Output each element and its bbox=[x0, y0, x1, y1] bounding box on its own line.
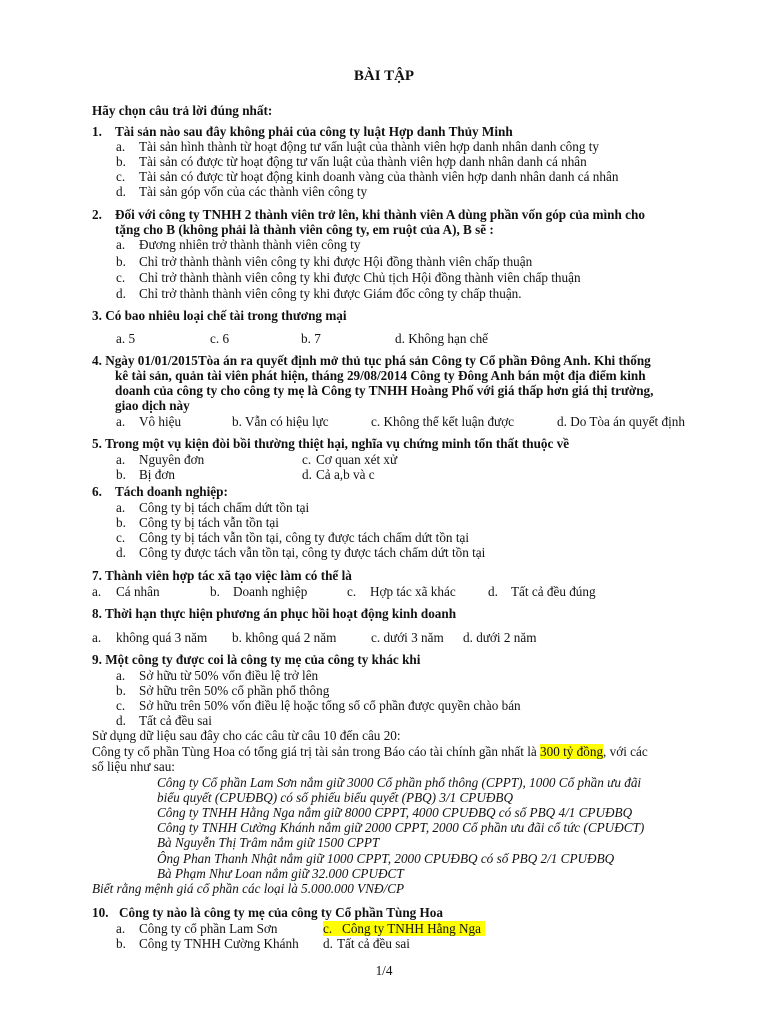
q2-text-line2: tặng cho B (không phải là thành viên công ty, em ruột của A), B sẽ : bbox=[115, 222, 494, 237]
q10-option-d-letter: d. bbox=[323, 936, 333, 951]
q9-option-c: Sở hữu trên 50% vốn điều lệ hoặc tổng số cổ phần được quyền chào bán bbox=[139, 698, 521, 713]
q1-option-b-letter: b. bbox=[116, 154, 126, 169]
q5-option-c: Cơ quan xét xử bbox=[316, 452, 398, 467]
q5-option-d: Cả a,b và c bbox=[316, 467, 375, 482]
q4-option-b: b. Vẫn có hiệu lực bbox=[232, 414, 329, 429]
q2-option-b-letter: b. bbox=[116, 254, 126, 269]
q4-text-line4: giao dịch này bbox=[115, 398, 190, 413]
q2-option-b: Chỉ trở thành thành viên công ty khi được Hội đồng thành viên chấp thuận bbox=[139, 254, 533, 269]
q4-option-a-letter: a. bbox=[116, 414, 126, 429]
q6-option-a-letter: a. bbox=[116, 500, 126, 515]
q1-option-c: Tài sản có được từ hoạt động kinh doanh vàng của thành viên hợp danh nhân danh cá nhân bbox=[139, 169, 619, 184]
q8-option-a-letter: a. bbox=[92, 630, 102, 645]
q5-option-c-letter: c. bbox=[302, 452, 312, 467]
q7-option-a-letter: a. bbox=[92, 584, 102, 599]
page-title: BÀI TẬP bbox=[353, 68, 415, 84]
q5-option-a-letter: a. bbox=[116, 452, 126, 467]
q10-option-c: Công ty TNHH Hằng Nga bbox=[342, 921, 481, 936]
q1-number: 1. bbox=[92, 124, 102, 139]
q7-option-b: Doanh nghiệp bbox=[233, 584, 308, 599]
q5-option-b-letter: b. bbox=[116, 467, 126, 482]
q3-option-a: a. 5 bbox=[116, 331, 136, 346]
q9-option-b-letter: b. bbox=[116, 683, 126, 698]
q3-option-d: d. Không hạn chế bbox=[395, 331, 489, 346]
q9-option-a-letter: a. bbox=[116, 668, 126, 683]
q9-option-d-letter: d. bbox=[116, 713, 126, 728]
q1-option-d: Tài sản góp vốn của các thành viên công ty bbox=[139, 184, 368, 199]
q6-option-c: Công ty bị tách vẫn tồn tại, công ty được tách chấm dứt tồn tại bbox=[139, 530, 470, 545]
q10-text: Công ty nào là công ty mẹ của công ty Cổ phần Tùng Hoa bbox=[119, 905, 443, 920]
q7-option-d: Tất cả đều đúng bbox=[511, 584, 596, 599]
q3-option-c: c. 6 bbox=[210, 331, 230, 346]
q6-text: Tách doanh nghiệp: bbox=[115, 484, 228, 499]
q8-option-c: c. dưới 3 năm bbox=[371, 630, 444, 645]
q6-option-a: Công ty bị tách chấm dứt tồn tại bbox=[139, 500, 310, 515]
q6-option-d: Công ty được tách vẫn tồn tại, công ty được tách chấm dứt tồn tại bbox=[139, 545, 486, 560]
holder-line-5: Bà Nguyễn Thị Trâm nắm giữ 1500 CPPT bbox=[157, 835, 380, 850]
q6-option-b-letter: b. bbox=[116, 515, 126, 530]
q9-text: 9. Một công ty được coi là công ty mẹ của công ty khác khi bbox=[92, 652, 421, 667]
q2-option-a: Đương nhiên trở thành thành viên công ty bbox=[139, 237, 361, 252]
q5-text: 5. Trong một vụ kiện đòi bồi thường thiệt hại, nghĩa vụ chứng minh tổn thất thuộc về bbox=[92, 436, 570, 451]
q10-option-b-letter: b. bbox=[116, 936, 126, 951]
q4-option-d: d. Do Tòa án quyết định bbox=[557, 414, 685, 429]
holder-line-1: Công ty Cổ phần Lam Sơn nắm giữ 3000 Cổ phần phổ thông (CPPT), 1000 Cổ phần ưu đãi bbox=[157, 775, 642, 790]
q7-option-a: Cá nhân bbox=[116, 584, 160, 599]
q10-option-a: Công ty cổ phần Lam Sơn bbox=[139, 921, 278, 936]
q1-option-a: Tài sản hình thành từ hoạt động tư vấn luật của thành viên hợp danh nhân danh công ty bbox=[139, 139, 600, 154]
context-note: Biết rằng mệnh giá cổ phần các loại là 5.000.000 VNĐ/CP bbox=[92, 881, 405, 896]
q10-option-c-highlighted bbox=[323, 921, 485, 936]
q1-option-b: Tài sản có được từ hoạt động tư vấn luật của thành viên hợp danh nhân danh cá nhân bbox=[139, 154, 587, 169]
holder-line-6: Ông Phan Thanh Nhật nắm giữ 1000 CPPT, 2000 CPUĐBQ có số PBQ 2/1 CPUĐBQ bbox=[157, 851, 615, 866]
q8-option-a: không quá 3 năm bbox=[116, 630, 208, 645]
context-line-a bbox=[92, 744, 648, 759]
q8-option-d: d. dưới 2 năm bbox=[463, 630, 537, 645]
q4-text-line2: kê tài sản, quản tài viên phát hiện, tháng 29/08/2014 Công ty Đông Anh bán một địa điểm kinh bbox=[115, 368, 646, 383]
q2-option-a-letter: a. bbox=[116, 237, 126, 252]
q9-option-c-letter: c. bbox=[116, 698, 126, 713]
q4-option-a: Vô hiệu bbox=[139, 414, 182, 429]
q7-option-b-letter: b. bbox=[210, 584, 220, 599]
q6-number: 6. bbox=[92, 484, 102, 499]
context-line-a-text: Công ty cổ phần Tùng Hoa có tổng giá trị tài sản trong Báo cáo tài chính gần nhất là bbox=[92, 744, 537, 759]
q9-option-b: Sở hữu trên 50% cổ phần phổ thông bbox=[139, 683, 330, 698]
q1-option-d-letter: d. bbox=[116, 184, 126, 199]
q2-option-d: Chỉ trở thành thành viên công ty khi được Giám đốc công ty chấp thuận. bbox=[139, 286, 522, 301]
q10-number: 10. bbox=[92, 905, 109, 920]
q2-option-c-letter: c. bbox=[116, 270, 126, 285]
q10-option-b: Công ty TNHH Cường Khánh bbox=[139, 936, 299, 951]
q4-option-c: c. Không thể kết luận được bbox=[371, 414, 515, 429]
q7-option-d-letter: d. bbox=[488, 584, 498, 599]
q6-option-b: Công ty bị tách vẫn tồn tại bbox=[139, 515, 279, 530]
q2-option-d-letter: d. bbox=[116, 286, 126, 301]
context-intro: Sử dụng dữ liệu sau đây cho các câu từ câu 10 đến câu 20: bbox=[92, 728, 401, 743]
q4-text-line1: 4. Ngày 01/01/2015Tòa án ra quyết định mở thủ tục phá sản Công ty Cổ phần Đông Anh. Khi thống bbox=[92, 353, 651, 368]
page-number: 1/4 bbox=[375, 963, 393, 978]
holder-line-2: biểu quyết (CPUĐBQ) có số phiếu biểu quyết (PBQ) 3/1 CPUĐBQ bbox=[157, 790, 513, 805]
q7-option-c: Hợp tác xã khác bbox=[370, 584, 456, 599]
q2-number: 2. bbox=[92, 207, 102, 222]
q9-option-d: Tất cả đều sai bbox=[139, 713, 212, 728]
q8-option-b: b. không quá 2 năm bbox=[232, 630, 337, 645]
q3-option-b: b. 7 bbox=[301, 331, 321, 346]
q7-text: 7. Thành viên hợp tác xã tạo việc làm có thể là bbox=[92, 568, 352, 583]
highlighted-value: 300 tỷ đồng bbox=[540, 744, 604, 759]
q10-option-d: Tất cả đều sai bbox=[337, 936, 410, 951]
q3-text: 3. Có bao nhiêu loại chế tài trong thương mại bbox=[92, 308, 347, 323]
q9-option-a: Sở hữu từ 50% vốn điều lệ trở lên bbox=[139, 668, 319, 683]
context-line-b: số liệu như sau: bbox=[92, 759, 175, 774]
q1-text: Tài sản nào sau đây không phải của công ty luật Hợp danh Thủy Minh bbox=[115, 124, 513, 139]
q6-option-d-letter: d. bbox=[116, 545, 126, 560]
holder-line-3: Công ty TNHH Hằng Nga nắm giữ 8000 CPPT, 4000 CPUĐBQ có số PBQ 4/1 CPUĐBQ bbox=[157, 805, 633, 820]
q4-text-line3: doanh của công ty cho công ty mẹ là Công ty TNHH Hoàng Phố với giá thấp hơn giá thị trường, bbox=[115, 383, 654, 398]
context-line-a-end: , với các bbox=[603, 744, 648, 759]
q5-option-d-letter: d. bbox=[302, 467, 312, 482]
q10-option-c-letter: c. bbox=[323, 921, 333, 936]
q6-option-c-letter: c. bbox=[116, 530, 126, 545]
q10-option-a-letter: a. bbox=[116, 921, 126, 936]
q7-option-c-letter: c. bbox=[347, 584, 357, 599]
holder-line-7: Bà Phạm Như Loan nắm giữ 32.000 CPUĐCT bbox=[157, 866, 404, 881]
q5-option-a: Nguyên đơn bbox=[139, 452, 205, 467]
q8-text: 8. Thời hạn thực hiện phương án phục hồi hoạt động kinh doanh bbox=[92, 606, 457, 621]
q5-option-b: Bị đơn bbox=[139, 467, 175, 482]
q2-text-line1: Đối với công ty TNHH 2 thành viên trở lên, khi thành viên A dùng phần vốn góp của mình cho bbox=[115, 207, 645, 222]
q1-option-c-letter: c. bbox=[116, 169, 126, 184]
q1-option-a-letter: a. bbox=[116, 139, 126, 154]
q2-option-c: Chỉ trở thành thành viên công ty khi được Chủ tịch Hội đồng thành viên chấp thuận bbox=[139, 270, 581, 285]
holder-line-4: Công ty TNHH Cường Khánh nắm giữ 2000 CPPT, 2000 Cổ phần ưu đãi cổ tức (CPUĐCT) bbox=[157, 820, 645, 835]
instruction: Hãy chọn câu trả lời đúng nhất: bbox=[92, 103, 273, 118]
